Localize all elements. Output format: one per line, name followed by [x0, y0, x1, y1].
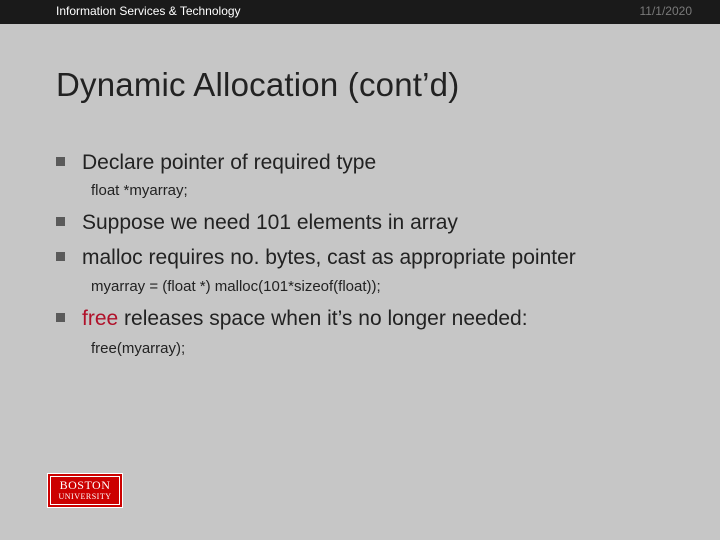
bullet-text: Suppose we need 101 elements in array [82, 211, 458, 234]
header-bar [0, 0, 720, 24]
organization-name: Information Services & Technology [56, 4, 241, 18]
bullet-item [56, 307, 528, 331]
code-line: float *myarray; [91, 182, 188, 199]
code-line: myarray = (float *) malloc(101*sizeof(float)); [91, 278, 381, 295]
logo-line-1: BOSTON [59, 478, 111, 492]
bullet-text: Declare pointer of required type [82, 151, 377, 174]
bullet-square-icon [56, 157, 65, 166]
bullet-item [56, 151, 376, 175]
bullet-text: releases space when it’s no longer needed: [118, 307, 528, 330]
slide-date: 11/1/2020 [639, 4, 692, 18]
bullet-text: malloc requires no. bytes, cast as appropriate pointer [82, 246, 576, 269]
boston-university-logo [47, 473, 123, 508]
code-line: free(myarray); [91, 340, 186, 357]
bullet-item [56, 246, 576, 270]
slide-title: Dynamic Allocation (cont’d) [56, 66, 460, 103]
bullet-item [56, 211, 458, 235]
logo-line-2: UNIVERSITY [58, 492, 112, 501]
keyword-highlight: free [82, 307, 119, 330]
bullet-square-icon [56, 313, 65, 322]
bullet-square-icon [56, 252, 65, 261]
bullet-square-icon [56, 217, 65, 226]
